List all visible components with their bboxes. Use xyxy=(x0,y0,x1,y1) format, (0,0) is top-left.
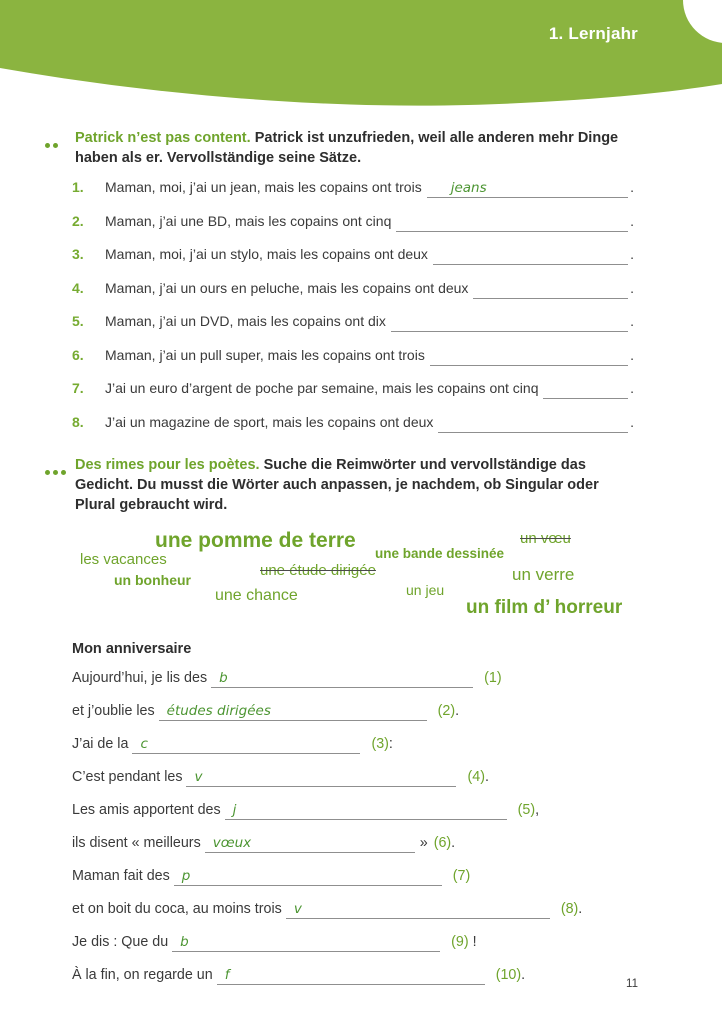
exercise-1-header xyxy=(45,128,634,168)
answer-blank[interactable] xyxy=(543,379,628,399)
header-title: 1. Lernjahr xyxy=(548,24,638,43)
exercise-1-instruction xyxy=(75,128,634,168)
blank-number: (10) xyxy=(495,966,522,983)
difficulty-dots-two xyxy=(45,128,75,168)
answer-blank[interactable] xyxy=(473,279,628,299)
line-end-punctuation: . xyxy=(521,966,526,983)
cloud-word: une bande dessinée xyxy=(375,545,505,561)
answer-blank[interactable] xyxy=(172,933,440,952)
handwritten-answer xyxy=(438,415,462,431)
poem-line xyxy=(72,768,634,787)
exercise-2-instruction-text: Suche die Reimwörter und vervollständige das Gedicht. Du musst die Wörter auch anpassen, je nachdem, ob Singular oder Plural gebraucht wird. xyxy=(75,456,599,513)
cloud-word-struck: un vœu xyxy=(520,529,571,547)
poem-line xyxy=(72,801,634,820)
item-number: 5. xyxy=(72,313,84,329)
exercise-1-items xyxy=(45,178,634,433)
cloud-word: un film d’ horreur xyxy=(466,596,623,618)
poem-line-text: et on boit du coca, au moins trois xyxy=(72,900,282,917)
poem-line-text: Les amis apportent des xyxy=(72,801,221,818)
difficulty-dots-three xyxy=(45,455,75,515)
item-end-punctuation: . xyxy=(630,179,634,195)
blank-number: (1) xyxy=(484,669,502,686)
item-number: 2. xyxy=(72,212,84,229)
handwritten-answer: vœux xyxy=(212,834,252,851)
item-number: 7. xyxy=(72,380,84,396)
item-number: 6. xyxy=(72,346,84,363)
answer-blank[interactable] xyxy=(433,245,628,265)
item-number: 1. xyxy=(72,179,84,195)
exercise-2-header xyxy=(45,455,634,515)
answer-blank[interactable] xyxy=(396,212,628,232)
blank-number: (9) xyxy=(451,933,469,950)
line-end-punctuation: : xyxy=(388,735,393,752)
line-end-punctuation: . xyxy=(451,834,456,851)
exercise-item xyxy=(72,312,634,332)
cloud-word: une chance xyxy=(215,586,298,604)
item-text: Maman, j’ai une BD, mais les copains ont cinq xyxy=(105,212,392,229)
exercise-item xyxy=(72,413,634,433)
poem-line xyxy=(72,933,634,952)
handwritten-answer: c xyxy=(140,735,148,752)
poem-line xyxy=(72,966,634,985)
item-end-punctuation: . xyxy=(630,346,634,363)
poem-line xyxy=(72,669,634,688)
item-end-punctuation: . xyxy=(630,279,634,296)
answer-blank[interactable] xyxy=(159,702,427,721)
poem-line xyxy=(72,900,634,919)
exercise-2 xyxy=(45,455,634,985)
header-wave-graphic xyxy=(0,0,722,122)
answer-blank[interactable] xyxy=(225,801,507,820)
answer-blank[interactable] xyxy=(174,867,442,886)
page-content xyxy=(45,128,634,999)
item-end-punctuation: . xyxy=(630,313,634,329)
cloud-word: un jeu xyxy=(406,581,445,598)
poem-line-text: À la fin, on regarde un xyxy=(72,966,213,983)
item-text: Maman, j’ai un pull super, mais les copains ont trois xyxy=(105,346,425,363)
blank-number: (5) xyxy=(517,801,536,818)
exercise-item xyxy=(72,245,634,265)
exercise-1-instruction-text: Patrick ist unzufrieden, weil alle anderen mehr Dinge haben als er. Vervollständige seine Sätze. xyxy=(75,130,619,166)
poem-line xyxy=(72,735,634,754)
poem-line-text: Maman fait des xyxy=(72,867,170,884)
answer-blank[interactable] xyxy=(132,735,360,754)
blank-number: (3) xyxy=(371,735,389,752)
item-end-punctuation: . xyxy=(630,413,634,430)
exercise-1-title: Patrick n’est pas content. xyxy=(75,130,251,146)
exercise-item xyxy=(72,178,634,198)
item-number: 3. xyxy=(72,246,84,262)
answer-blank[interactable] xyxy=(217,966,485,985)
blank-number: (2) xyxy=(437,702,456,719)
answer-blank[interactable] xyxy=(205,834,415,853)
blank-number: (8) xyxy=(560,900,579,917)
cloud-word-struck: une étude dirigée xyxy=(260,561,376,579)
blank-number: (7) xyxy=(452,867,471,884)
handwritten-answer: j xyxy=(232,801,237,818)
exercise-1 xyxy=(45,128,634,433)
handwritten-answer: v xyxy=(194,768,203,785)
item-end-punctuation: . xyxy=(630,380,634,396)
rhyme-word-cloud xyxy=(72,525,634,635)
poem-line xyxy=(72,834,634,853)
answer-blank[interactable] xyxy=(391,312,628,332)
poem-line-text: C’est pendant les xyxy=(72,768,183,785)
handwritten-answer xyxy=(391,314,415,330)
line-end-punctuation: , xyxy=(535,801,540,818)
exercise-item xyxy=(72,212,634,232)
page-header xyxy=(0,0,722,122)
item-end-punctuation: . xyxy=(630,212,634,229)
item-text: Maman, j’ai un ours en peluche, mais les copains ont deux xyxy=(105,279,469,296)
handwritten-answer: jeans xyxy=(450,180,487,196)
item-number: 8. xyxy=(72,413,84,430)
answer-blank[interactable] xyxy=(186,768,456,787)
handwritten-answer xyxy=(430,348,454,364)
item-end-punctuation: . xyxy=(630,246,634,262)
cloud-word: un bonheur xyxy=(114,571,191,588)
line-end-punctuation: . xyxy=(484,768,489,785)
item-text: J’ai un magazine de sport, mais les copains ont deux xyxy=(105,413,434,430)
handwritten-answer xyxy=(543,381,567,397)
item-text: J’ai un euro d’argent de poche par semaine, mais les copains ont cinq xyxy=(105,380,539,396)
answer-blank[interactable] xyxy=(438,413,628,433)
answer-blank[interactable] xyxy=(430,346,628,366)
answer-blank[interactable] xyxy=(427,178,628,198)
item-number: 4. xyxy=(72,279,84,296)
handwritten-answer xyxy=(473,281,497,297)
poem-lines xyxy=(72,669,634,985)
item-text: Maman, moi, j’ai un jean, mais les copains ont trois xyxy=(105,179,422,195)
poem-line-text: et j’oublie les xyxy=(72,702,155,719)
poem-line-text: J’ai de la xyxy=(72,735,129,752)
exercise-2-title: Des rimes pour les poètes. xyxy=(75,456,260,473)
cloud-word: un verre xyxy=(512,564,575,584)
poem-line-text: Je dis : Que du xyxy=(72,933,169,950)
handwritten-answer: études dirigées xyxy=(166,702,271,719)
poem-line-text: ils disent « meilleurs xyxy=(72,834,201,851)
after-blank-text: » xyxy=(419,834,428,851)
page-number: 11 xyxy=(626,978,638,990)
poem-line xyxy=(72,867,634,886)
blank-number: (4) xyxy=(467,768,485,785)
handwritten-answer: f xyxy=(224,966,230,983)
exercise-item xyxy=(72,346,634,366)
exercise-item xyxy=(72,279,634,299)
handwritten-answer: b xyxy=(219,669,228,686)
item-text: Maman, moi, j’ai un stylo, mais les copains ont deux xyxy=(105,246,428,262)
line-end-punctuation: . xyxy=(455,702,460,719)
line-end-punctuation: ! xyxy=(468,933,477,950)
handwritten-answer xyxy=(433,247,457,263)
item-text: Maman, j’ai un DVD, mais les copains ont dix xyxy=(105,313,386,329)
line-end-punctuation: . xyxy=(578,900,583,917)
answer-blank[interactable] xyxy=(211,669,473,688)
exercise-2-instruction xyxy=(75,455,634,515)
handwritten-answer: v xyxy=(293,900,302,917)
cloud-word: les vacances xyxy=(80,550,167,568)
cloud-word: une pomme de terre xyxy=(155,528,356,552)
blank-number: (6) xyxy=(433,834,452,851)
poem-line-text: Aujourd’hui, je lis des xyxy=(72,669,208,686)
poem-title: Mon anniversaire xyxy=(72,640,192,657)
handwritten-answer xyxy=(396,214,420,230)
poem-line xyxy=(72,702,634,721)
handwritten-answer: b xyxy=(180,933,189,950)
handwritten-answer: p xyxy=(181,867,191,884)
exercise-item xyxy=(72,379,634,399)
answer-blank[interactable] xyxy=(286,900,550,919)
